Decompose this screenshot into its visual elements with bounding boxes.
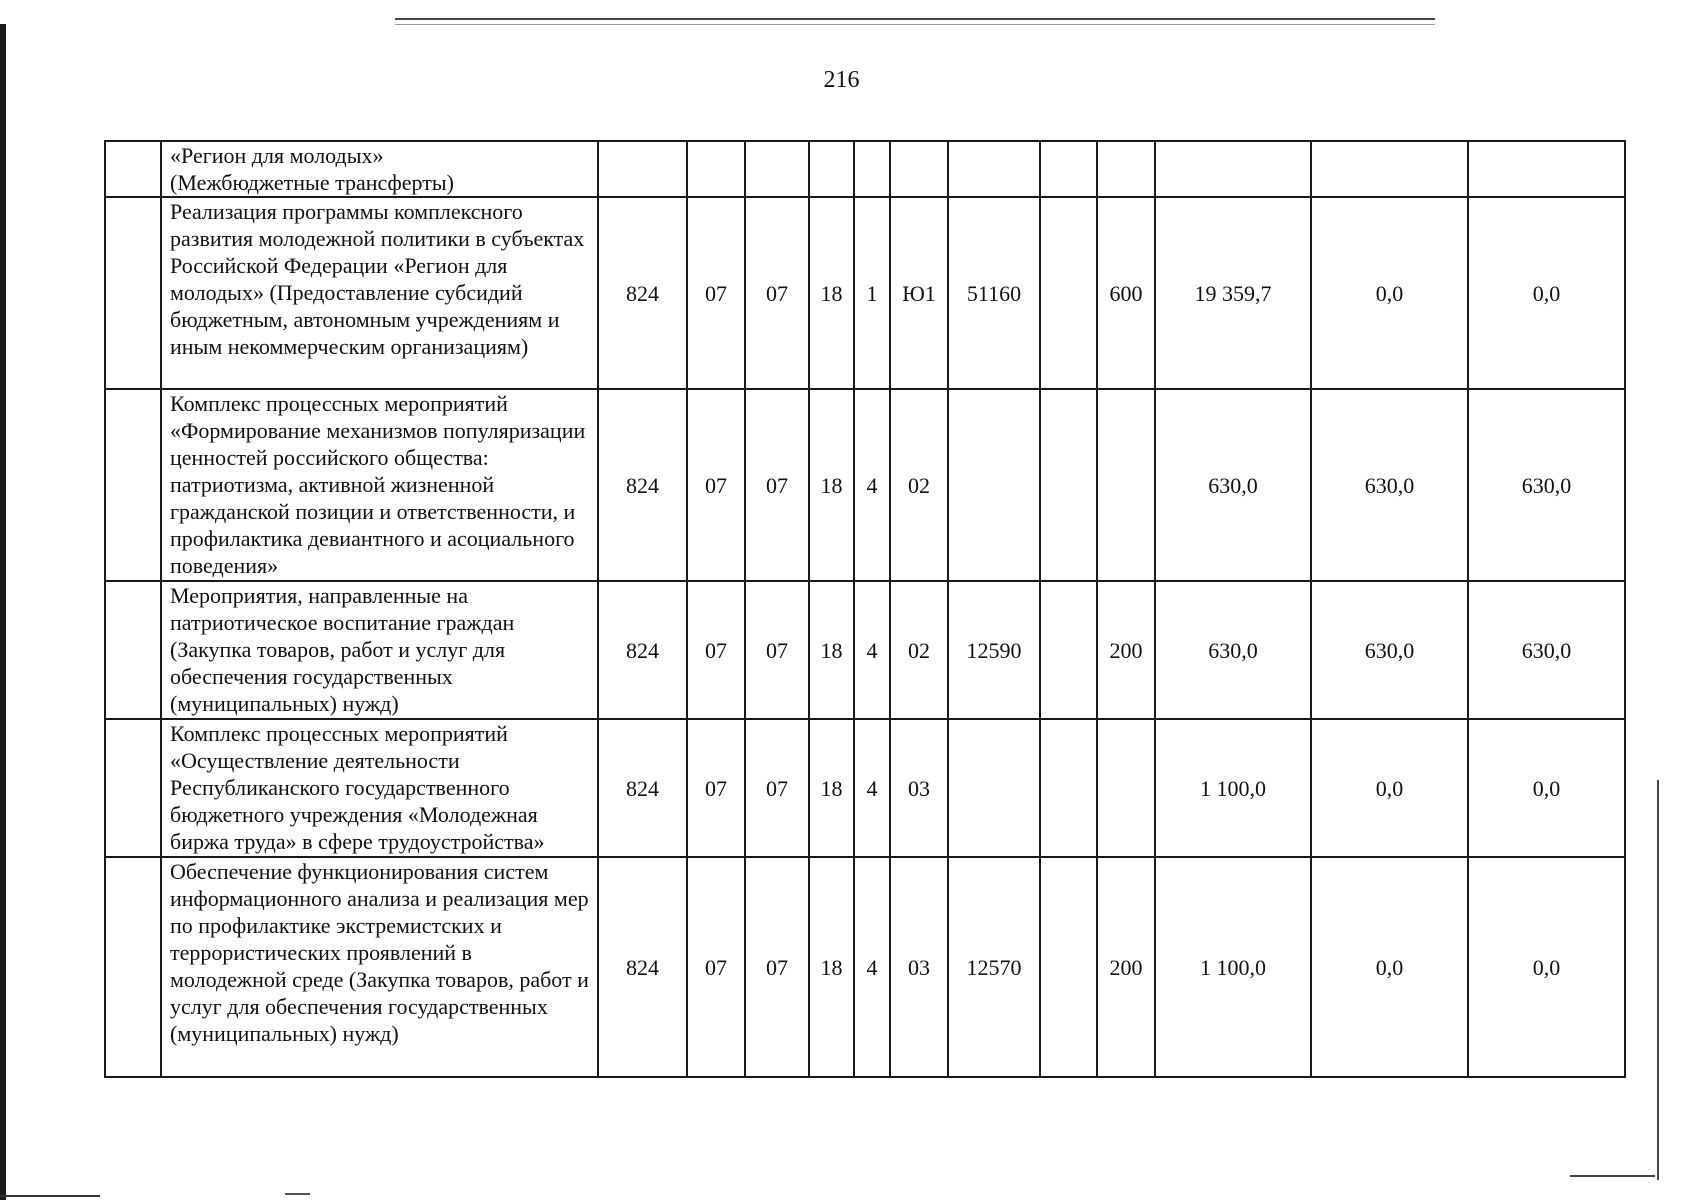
section-cell: 07 — [687, 857, 745, 1077]
subprogram-cell: 4 — [854, 857, 890, 1077]
sum-year-1-cell: 630,0 — [1155, 389, 1311, 581]
scan-rule-bottom-left — [0, 1195, 100, 1197]
table-row — [105, 719, 1625, 857]
direction-code-cell — [948, 389, 1040, 581]
description-cell: Обеспечение функционирования систем информационного анализа и реализация мер по профилактике экстремистских и террористических проявлений в молодежной среде (Закупка товаров, работ и услуг для обеспечения государственных (муниципальных) нужд) — [161, 857, 598, 1077]
event-cell — [890, 141, 948, 197]
scan-rule-bottom-right — [1570, 1175, 1655, 1177]
expense-type-cell: 200 — [1097, 581, 1155, 719]
extra-code-cell — [1040, 141, 1097, 197]
description-cell: Мероприятия, направленные на патриотическое воспитание граждан (Закупка товаров, работ и услуг для обеспечения государственных (муниципальных) нужд) — [161, 581, 598, 719]
scan-border-right — [1657, 780, 1659, 1180]
section-cell — [687, 141, 745, 197]
description-cell: Комплекс процессных мероприятий «Формирование механизмов популяризации ценностей российского общества: патриотизма, активной жизненной гражданской позиции и ответственности, и профилактика девиантного и асоциального поведения» — [161, 389, 598, 581]
row-marker-cell — [105, 197, 161, 389]
ministry-code-cell: 824 — [598, 857, 687, 1077]
ministry-code-cell — [598, 141, 687, 197]
sum-year-2-cell: 0,0 — [1311, 197, 1468, 389]
section-cell: 07 — [687, 197, 745, 389]
subprogram-cell: 1 — [854, 197, 890, 389]
sum-year-2-cell: 0,0 — [1311, 857, 1468, 1077]
subprogram-cell — [854, 141, 890, 197]
expense-type-cell: 600 — [1097, 197, 1155, 389]
table-row — [105, 389, 1625, 581]
sum-year-2-cell: 630,0 — [1311, 389, 1468, 581]
table-row — [105, 581, 1625, 719]
sum-year-3-cell: 0,0 — [1468, 719, 1625, 857]
subsection-cell: 07 — [745, 197, 809, 389]
scan-rule-top-thin — [395, 24, 1435, 25]
description-cell: «Регион для молодых» (Межбюджетные трансферты) — [161, 141, 598, 197]
program-cell: 18 — [809, 719, 854, 857]
row-marker-cell — [105, 581, 161, 719]
expense-type-cell — [1097, 141, 1155, 197]
direction-code-cell: 51160 — [948, 197, 1040, 389]
ministry-code-cell: 824 — [598, 389, 687, 581]
subprogram-cell: 4 — [854, 581, 890, 719]
event-cell: Ю1 — [890, 197, 948, 389]
direction-code-cell — [948, 141, 1040, 197]
subprogram-cell: 4 — [854, 389, 890, 581]
extra-code-cell — [1040, 857, 1097, 1077]
subsection-cell: 07 — [745, 389, 809, 581]
expense-type-cell — [1097, 389, 1155, 581]
sum-year-2-cell: 0,0 — [1311, 719, 1468, 857]
row-marker-cell — [105, 389, 161, 581]
direction-code-cell: 12590 — [948, 581, 1040, 719]
subsection-cell: 07 — [745, 719, 809, 857]
sum-year-3-cell: 0,0 — [1468, 857, 1625, 1077]
sum-year-1-cell: 1 100,0 — [1155, 857, 1311, 1077]
table-body — [105, 141, 1625, 1077]
event-cell: 02 — [890, 581, 948, 719]
sum-year-2-cell: 630,0 — [1311, 581, 1468, 719]
sum-year-3-cell: 630,0 — [1468, 581, 1625, 719]
sum-year-3-cell: 0,0 — [1468, 197, 1625, 389]
extra-code-cell — [1040, 197, 1097, 389]
scan-mark-bottom — [285, 1193, 310, 1195]
direction-code-cell: 12570 — [948, 857, 1040, 1077]
description-cell: Реализация программы комплексного развития молодежной политики в субъектах Российской Федерации «Регион для молодых» (Предоставление субсидий бюджетным, автономным учреждениям и иным некоммерческим организациям) — [161, 197, 598, 389]
event-cell: 03 — [890, 857, 948, 1077]
sum-year-2-cell — [1311, 141, 1468, 197]
subsection-cell: 07 — [745, 581, 809, 719]
event-cell: 03 — [890, 719, 948, 857]
subsection-cell — [745, 141, 809, 197]
direction-code-cell — [948, 719, 1040, 857]
event-cell: 02 — [890, 389, 948, 581]
program-cell — [809, 141, 854, 197]
table-row — [105, 141, 1625, 197]
table-row — [105, 857, 1625, 1077]
sum-year-3-cell: 630,0 — [1468, 389, 1625, 581]
program-cell: 18 — [809, 197, 854, 389]
table-row — [105, 197, 1625, 389]
section-cell: 07 — [687, 389, 745, 581]
subsection-cell: 07 — [745, 857, 809, 1077]
expense-type-cell — [1097, 719, 1155, 857]
subprogram-cell: 4 — [854, 719, 890, 857]
section-cell: 07 — [687, 581, 745, 719]
sum-year-1-cell: 1 100,0 — [1155, 719, 1311, 857]
sum-year-3-cell — [1468, 141, 1625, 197]
ministry-code-cell: 824 — [598, 581, 687, 719]
extra-code-cell — [1040, 581, 1097, 719]
sum-year-1-cell — [1155, 141, 1311, 197]
ministry-code-cell: 824 — [598, 719, 687, 857]
row-marker-cell — [105, 719, 161, 857]
program-cell: 18 — [809, 581, 854, 719]
scan-rule-top — [395, 18, 1435, 20]
program-cell: 18 — [809, 857, 854, 1077]
row-marker-cell — [105, 141, 161, 197]
budget-table — [104, 140, 1626, 1078]
extra-code-cell — [1040, 389, 1097, 581]
sum-year-1-cell: 19 359,7 — [1155, 197, 1311, 389]
program-cell: 18 — [809, 389, 854, 581]
expense-type-cell: 200 — [1097, 857, 1155, 1077]
sum-year-1-cell: 630,0 — [1155, 581, 1311, 719]
page-number: 216 — [823, 67, 860, 93]
row-marker-cell — [105, 857, 161, 1077]
scan-border-left — [0, 24, 6, 1200]
ministry-code-cell: 824 — [598, 197, 687, 389]
section-cell: 07 — [687, 719, 745, 857]
description-cell: Комплекс процессных мероприятий «Осуществление деятельности Республиканского государственного бюджетного учреждения «Молодежная биржа труда» в сфере трудоустройства» — [161, 719, 598, 857]
extra-code-cell — [1040, 719, 1097, 857]
